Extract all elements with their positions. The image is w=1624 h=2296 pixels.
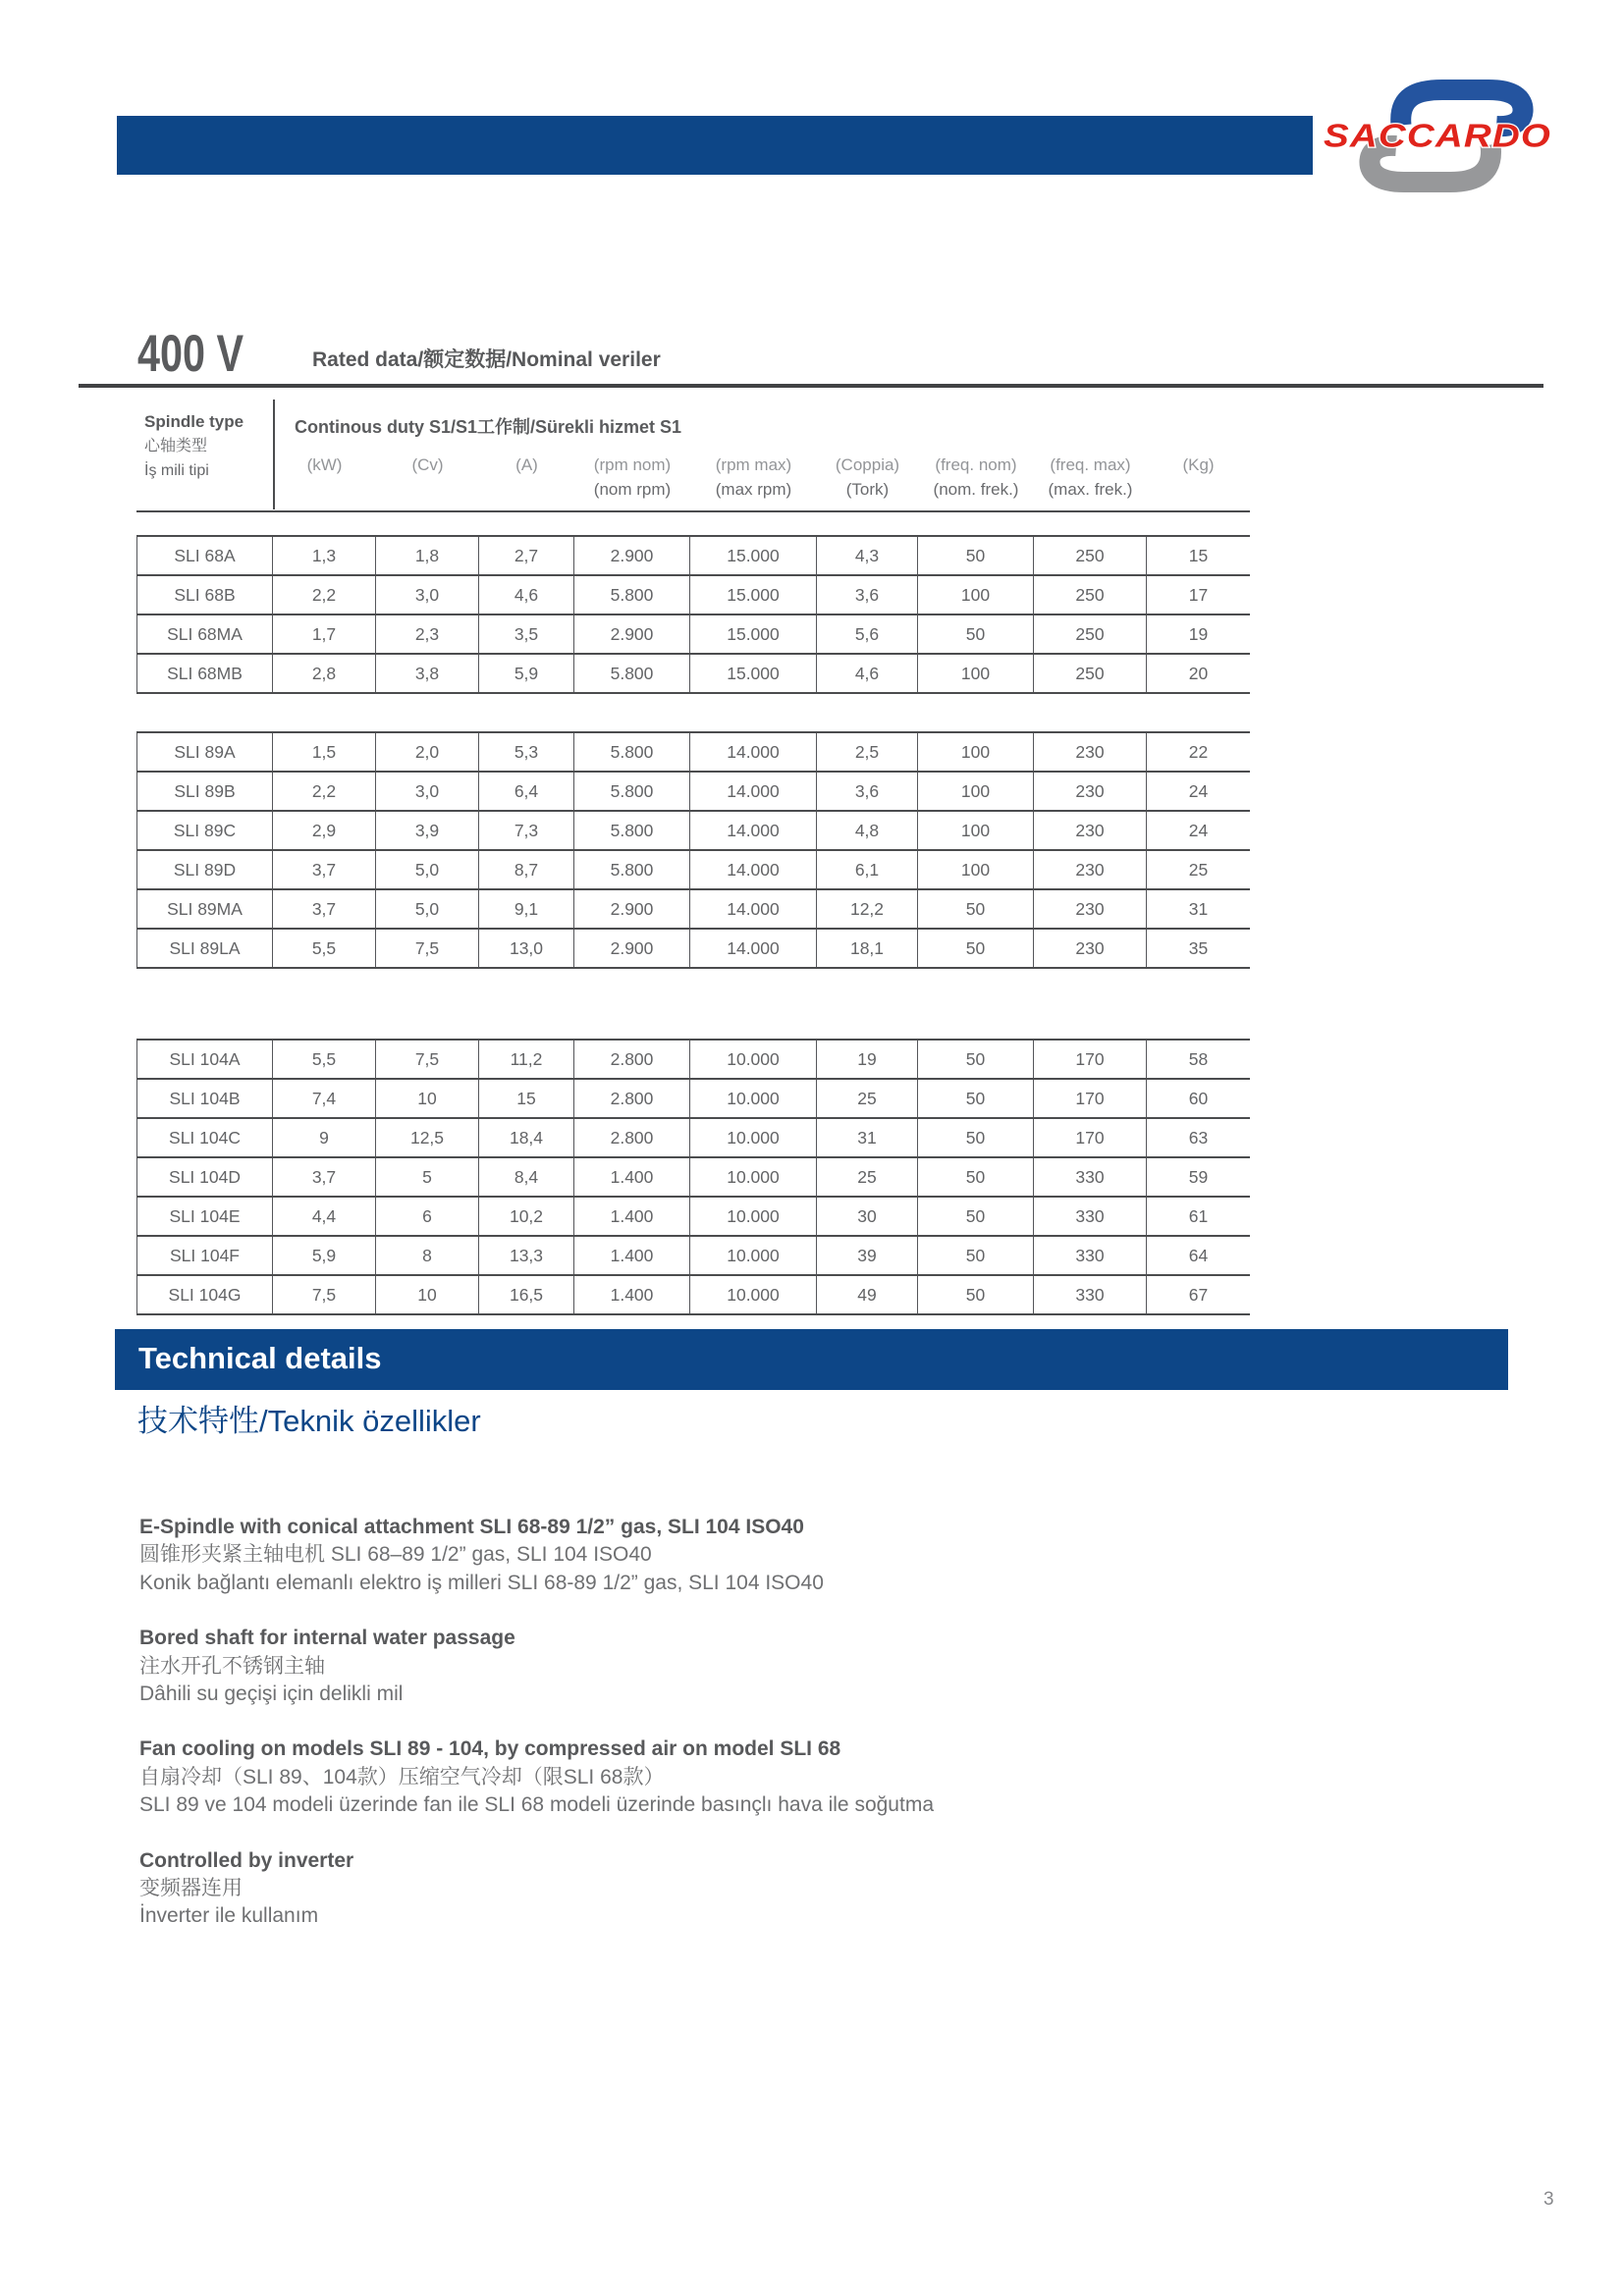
paragraph-tr: İnverter ile kullanım: [139, 1904, 319, 1928]
value-cell: 20: [1188, 663, 1209, 683]
table-row: [136, 615, 1250, 655]
unit-header-cell: [817, 453, 918, 501]
model-cell: SLI 68A: [136, 537, 273, 574]
model-cell: SLI 68MB: [136, 655, 273, 692]
value-cell: 9,1: [479, 890, 574, 928]
paragraph-cn: 圆锥形夹紧主轴电机 SLI 68–89 1/2” gas, SLI 104 ISO40: [139, 1543, 652, 1567]
value-cell: 25: [1188, 859, 1209, 880]
table-row: [136, 1237, 1250, 1276]
value-cell: 19: [817, 1041, 918, 1078]
value-cell: 230: [1034, 930, 1147, 967]
value-cell: 18,4: [479, 1119, 574, 1156]
table-row: [136, 1041, 1250, 1080]
unit-header-cell: [273, 453, 376, 501]
paragraph-fan-cooling: [139, 1735, 1377, 1819]
unit-header-cell: [918, 453, 1034, 501]
value-cell: 3,9: [376, 812, 479, 849]
paragraph-bored-shaft: [139, 1625, 1377, 1708]
value-cell: 250: [1034, 615, 1147, 653]
value-cell: 2.900: [574, 537, 690, 574]
value-cell: 4,6: [479, 576, 574, 614]
value-cell: 67: [1188, 1284, 1209, 1305]
value-cell: 10: [376, 1080, 479, 1117]
unit-header-cell: [479, 453, 574, 501]
value-cell: 1.400: [574, 1158, 690, 1196]
value-cell: 25: [817, 1080, 918, 1117]
value-cell: 50: [918, 1198, 1034, 1235]
value-cell: 5.800: [574, 733, 690, 771]
value-cell: 230: [1034, 851, 1147, 888]
unit-label-top: (rpm nom): [593, 455, 672, 474]
value-cell: 6,1: [817, 851, 918, 888]
value-cell: 59: [1188, 1166, 1209, 1187]
value-cell: 4,6: [817, 655, 918, 692]
value-cell: 50: [918, 1237, 1034, 1274]
value-cell: 5,3: [479, 733, 574, 771]
value-cell: 100: [918, 733, 1034, 771]
value-cell: 10,2: [479, 1198, 574, 1235]
model-cell: SLI 89B: [136, 773, 273, 810]
technical-details-subtitle: 技术特性/Teknik özellikler: [137, 1404, 481, 1438]
value-cell: 14.000: [690, 773, 817, 810]
value-cell: 8: [376, 1237, 479, 1274]
table-row: [136, 1198, 1250, 1237]
paragraph-tr: SLI 89 ve 104 modeli üzerinde fan ile SLI 68 modeli üzerinde basınçlı hava ile soğutma: [139, 1793, 934, 1817]
table-row: [136, 1080, 1250, 1119]
unit-label-bottom: (max rpm): [715, 480, 792, 499]
value-cell: 50: [918, 1080, 1034, 1117]
value-cell: 14.000: [690, 812, 817, 849]
value-cell: 15: [479, 1080, 574, 1117]
value-cell: 3,8: [376, 655, 479, 692]
value-cell: 6: [376, 1198, 479, 1235]
value-cell: 330: [1034, 1276, 1147, 1313]
table-row: [136, 733, 1250, 773]
technical-details-band: [115, 1329, 1508, 1390]
unit-label-top: (Coppia): [835, 455, 900, 474]
model-cell: SLI 104A: [136, 1041, 273, 1078]
table-group-sli89: [136, 731, 1250, 969]
value-cell: 230: [1034, 812, 1147, 849]
value-cell: 5,0: [376, 890, 479, 928]
paragraph-tr: Dâhili su geçişi için delikli mil: [139, 1682, 404, 1706]
value-cell: 14.000: [690, 890, 817, 928]
value-cell: 5: [376, 1158, 479, 1196]
value-cell: 2.900: [574, 930, 690, 967]
paragraph-en: Controlled by inverter: [139, 1848, 354, 1872]
unit-label-top: (kW): [306, 455, 343, 474]
header-band: [117, 116, 1313, 175]
table-row: [136, 1158, 1250, 1198]
value-cell: 250: [1034, 655, 1147, 692]
unit-label-bottom: (max. frek.): [1048, 480, 1133, 499]
value-cell: 22: [1188, 741, 1209, 762]
model-cell: SLI 89C: [136, 812, 273, 849]
title-rule: [79, 384, 1543, 388]
value-cell: 170: [1034, 1119, 1147, 1156]
value-cell: 19: [1188, 623, 1209, 644]
value-cell: 5.800: [574, 655, 690, 692]
value-cell: 50: [918, 615, 1034, 653]
model-cell: SLI 104B: [136, 1080, 273, 1117]
unit-label-top: (freq. nom): [935, 455, 1017, 474]
value-cell: 58: [1188, 1048, 1209, 1069]
paragraph-en: Bored shaft for internal water passage: [139, 1627, 515, 1650]
value-cell: 3,7: [273, 1158, 376, 1196]
value-cell: 15.000: [690, 576, 817, 614]
table-group-sli68: [136, 535, 1250, 694]
value-cell: 10.000: [690, 1237, 817, 1274]
value-cell: 100: [918, 655, 1034, 692]
unit-header-cell: [690, 453, 817, 501]
value-cell: 50: [918, 1158, 1034, 1196]
page-number: 3: [1543, 2189, 1554, 2210]
unit-label-top: (freq. max): [1050, 455, 1131, 474]
value-cell: 31: [1188, 898, 1209, 919]
value-cell: 49: [817, 1276, 918, 1313]
value-cell: 5,5: [273, 930, 376, 967]
value-cell: 100: [918, 773, 1034, 810]
value-cell: 50: [918, 1119, 1034, 1156]
rated-data-subtitle: Rated data/额定数据/Nominal veriler: [312, 348, 661, 371]
value-cell: 8,4: [479, 1158, 574, 1196]
value-cell: 12,2: [817, 890, 918, 928]
paragraph-conical-attachment: [139, 1514, 1377, 1597]
value-cell: 25: [817, 1158, 918, 1196]
unit-header-cell: [574, 453, 690, 501]
value-cell: 17: [1188, 584, 1209, 605]
value-cell: 100: [918, 851, 1034, 888]
value-cell: 2,0: [376, 733, 479, 771]
value-cell: 15.000: [690, 655, 817, 692]
value-cell: 10.000: [690, 1041, 817, 1078]
unit-header-cell: [1034, 453, 1147, 501]
value-cell: 100: [918, 576, 1034, 614]
unit-header-cell: [1147, 453, 1250, 501]
value-cell: 5,6: [817, 615, 918, 653]
value-cell: 3,5: [479, 615, 574, 653]
value-cell: 5,9: [273, 1237, 376, 1274]
paragraph-en: Fan cooling on models SLI 89 - 104, by compressed air on model SLI 68: [139, 1737, 841, 1761]
value-cell: 12,5: [376, 1119, 479, 1156]
voltage-title: 400 V: [137, 325, 244, 383]
value-cell: 64: [1188, 1245, 1209, 1265]
spindle-type-header: [144, 409, 244, 483]
value-cell: 2,2: [273, 773, 376, 810]
model-cell: SLI 104E: [136, 1198, 273, 1235]
value-cell: 7,5: [376, 1041, 479, 1078]
model-cell: SLI 104D: [136, 1158, 273, 1196]
table-row: [136, 890, 1250, 930]
value-cell: 6,4: [479, 773, 574, 810]
model-cell: SLI 89LA: [136, 930, 273, 967]
value-cell: 24: [1188, 780, 1209, 801]
value-cell: 2.800: [574, 1080, 690, 1117]
value-cell: 5,9: [479, 655, 574, 692]
value-cell: 4,4: [273, 1198, 376, 1235]
table-row: [136, 1119, 1250, 1158]
value-cell: 3,0: [376, 576, 479, 614]
value-cell: 50: [918, 1041, 1034, 1078]
value-cell: 50: [918, 1276, 1034, 1313]
value-cell: 1,3: [273, 537, 376, 574]
unit-label-top: (A): [515, 455, 538, 474]
table-row: [136, 773, 1250, 812]
paragraph-tr: Konik bağlantı elemanlı elektro iş milleri SLI 68-89 1/2” gas, SLI 104 ISO40: [139, 1571, 824, 1594]
value-cell: 7,3: [479, 812, 574, 849]
value-cell: 7,4: [273, 1080, 376, 1117]
unit-label-top: (rpm max): [715, 455, 792, 474]
model-cell: SLI 104G: [136, 1276, 273, 1313]
model-cell: SLI 68B: [136, 576, 273, 614]
paragraph-en: E-Spindle with conical attachment SLI 68-89 1/2” gas, SLI 104 ISO40: [139, 1516, 804, 1538]
value-cell: 2.800: [574, 1119, 690, 1156]
value-cell: 16,5: [479, 1276, 574, 1313]
value-cell: 13,3: [479, 1237, 574, 1274]
duty-header: Continous duty S1/S1工作制/Sürekli hizmet S1: [295, 417, 682, 437]
value-cell: 5.800: [574, 851, 690, 888]
value-cell: 14.000: [690, 851, 817, 888]
value-cell: 2,2: [273, 576, 376, 614]
value-cell: 5.800: [574, 576, 690, 614]
table-row: [136, 1276, 1250, 1315]
value-cell: 250: [1034, 576, 1147, 614]
value-cell: 15: [1188, 545, 1209, 565]
value-cell: 250: [1034, 537, 1147, 574]
value-cell: 100: [918, 812, 1034, 849]
value-cell: 10.000: [690, 1158, 817, 1196]
value-cell: 330: [1034, 1237, 1147, 1274]
units-row: [273, 453, 1250, 501]
value-cell: 15.000: [690, 615, 817, 653]
header-underline: [136, 510, 1250, 512]
table-group-sli104: [136, 1039, 1250, 1315]
table-row: [136, 930, 1250, 969]
value-cell: 50: [918, 537, 1034, 574]
value-cell: 63: [1188, 1127, 1209, 1148]
model-cell: SLI 89A: [136, 733, 273, 771]
value-cell: 10.000: [690, 1119, 817, 1156]
value-cell: 10.000: [690, 1198, 817, 1235]
value-cell: 1.400: [574, 1198, 690, 1235]
value-cell: 61: [1188, 1205, 1209, 1226]
value-cell: 1.400: [574, 1276, 690, 1313]
value-cell: 4,8: [817, 812, 918, 849]
spindle-type-en: Spindle type: [144, 412, 244, 431]
table-row: [136, 537, 1250, 576]
value-cell: 230: [1034, 733, 1147, 771]
spindle-type-tr: İş mili tipi: [144, 462, 209, 479]
value-cell: 2,9: [273, 812, 376, 849]
value-cell: 170: [1034, 1041, 1147, 1078]
value-cell: 31: [817, 1119, 918, 1156]
model-cell: SLI 89MA: [136, 890, 273, 928]
value-cell: 39: [817, 1237, 918, 1274]
value-cell: 330: [1034, 1158, 1147, 1196]
value-cell: 60: [1188, 1088, 1209, 1108]
value-cell: 50: [918, 890, 1034, 928]
table-row: [136, 851, 1250, 890]
value-cell: 9: [273, 1119, 376, 1156]
value-cell: 3,0: [376, 773, 479, 810]
value-cell: 4,3: [817, 537, 918, 574]
value-cell: 330: [1034, 1198, 1147, 1235]
value-cell: 3,7: [273, 890, 376, 928]
value-cell: 11,2: [479, 1041, 574, 1078]
value-cell: 10.000: [690, 1080, 817, 1117]
value-cell: 18,1: [817, 930, 918, 967]
unit-header-cell: [376, 453, 479, 501]
paragraph-inverter: [139, 1847, 1377, 1931]
technical-paragraphs: [139, 1514, 1377, 1958]
table-row: [136, 655, 1250, 694]
paragraph-cn: 变频器连用: [139, 1877, 243, 1900]
value-cell: 230: [1034, 890, 1147, 928]
value-cell: 3,6: [817, 773, 918, 810]
value-cell: 2.800: [574, 1041, 690, 1078]
value-cell: 1,8: [376, 537, 479, 574]
value-cell: 1,7: [273, 615, 376, 653]
logo-wordmark: SACCARDO: [1324, 117, 1551, 154]
table-header: [136, 398, 1250, 512]
model-cell: SLI 68MA: [136, 615, 273, 653]
value-cell: 50: [918, 930, 1034, 967]
table-row: [136, 576, 1250, 615]
paragraph-cn: 自扇冷却（SLI 89、104款）压缩空气冷却（限SLI 68款）: [139, 1765, 665, 1789]
model-cell: SLI 89D: [136, 851, 273, 888]
value-cell: 1.400: [574, 1237, 690, 1274]
value-cell: 170: [1034, 1080, 1147, 1117]
value-cell: 2.900: [574, 890, 690, 928]
value-cell: 7,5: [376, 930, 479, 967]
unit-label-top: (Kg): [1182, 455, 1215, 474]
value-cell: 35: [1188, 937, 1209, 958]
value-cell: 1,5: [273, 733, 376, 771]
value-cell: 2.900: [574, 615, 690, 653]
model-cell: SLI 104F: [136, 1237, 273, 1274]
value-cell: 15.000: [690, 537, 817, 574]
value-cell: 14.000: [690, 733, 817, 771]
unit-label-bottom: (nom rpm): [593, 480, 672, 499]
value-cell: 13,0: [479, 930, 574, 967]
unit-label-bottom: (nom. frek.): [933, 480, 1019, 499]
value-cell: 5,0: [376, 851, 479, 888]
value-cell: 8,7: [479, 851, 574, 888]
unit-label-bottom: (Tork): [845, 480, 890, 499]
value-cell: 2,8: [273, 655, 376, 692]
unit-label-top: (Cv): [411, 455, 444, 474]
model-cell: SLI 104C: [136, 1119, 273, 1156]
spindle-type-cn: 心轴类型: [144, 438, 208, 454]
value-cell: 5.800: [574, 812, 690, 849]
value-cell: 10: [376, 1276, 479, 1313]
value-cell: 10.000: [690, 1276, 817, 1313]
value-cell: 2,5: [817, 733, 918, 771]
value-cell: 5.800: [574, 773, 690, 810]
technical-details-title: Technical details: [138, 1341, 382, 1375]
value-cell: 5,5: [273, 1041, 376, 1078]
saccardo-logo: [1320, 79, 1560, 194]
value-cell: 3,7: [273, 851, 376, 888]
table-row: [136, 812, 1250, 851]
value-cell: 24: [1188, 820, 1209, 840]
paragraph-cn: 注水开孔不锈钢主轴: [139, 1654, 325, 1678]
value-cell: 2,3: [376, 615, 479, 653]
value-cell: 7,5: [273, 1276, 376, 1313]
value-cell: 30: [817, 1198, 918, 1235]
value-cell: 14.000: [690, 930, 817, 967]
value-cell: 230: [1034, 773, 1147, 810]
value-cell: 2,7: [479, 537, 574, 574]
value-cell: 3,6: [817, 576, 918, 614]
